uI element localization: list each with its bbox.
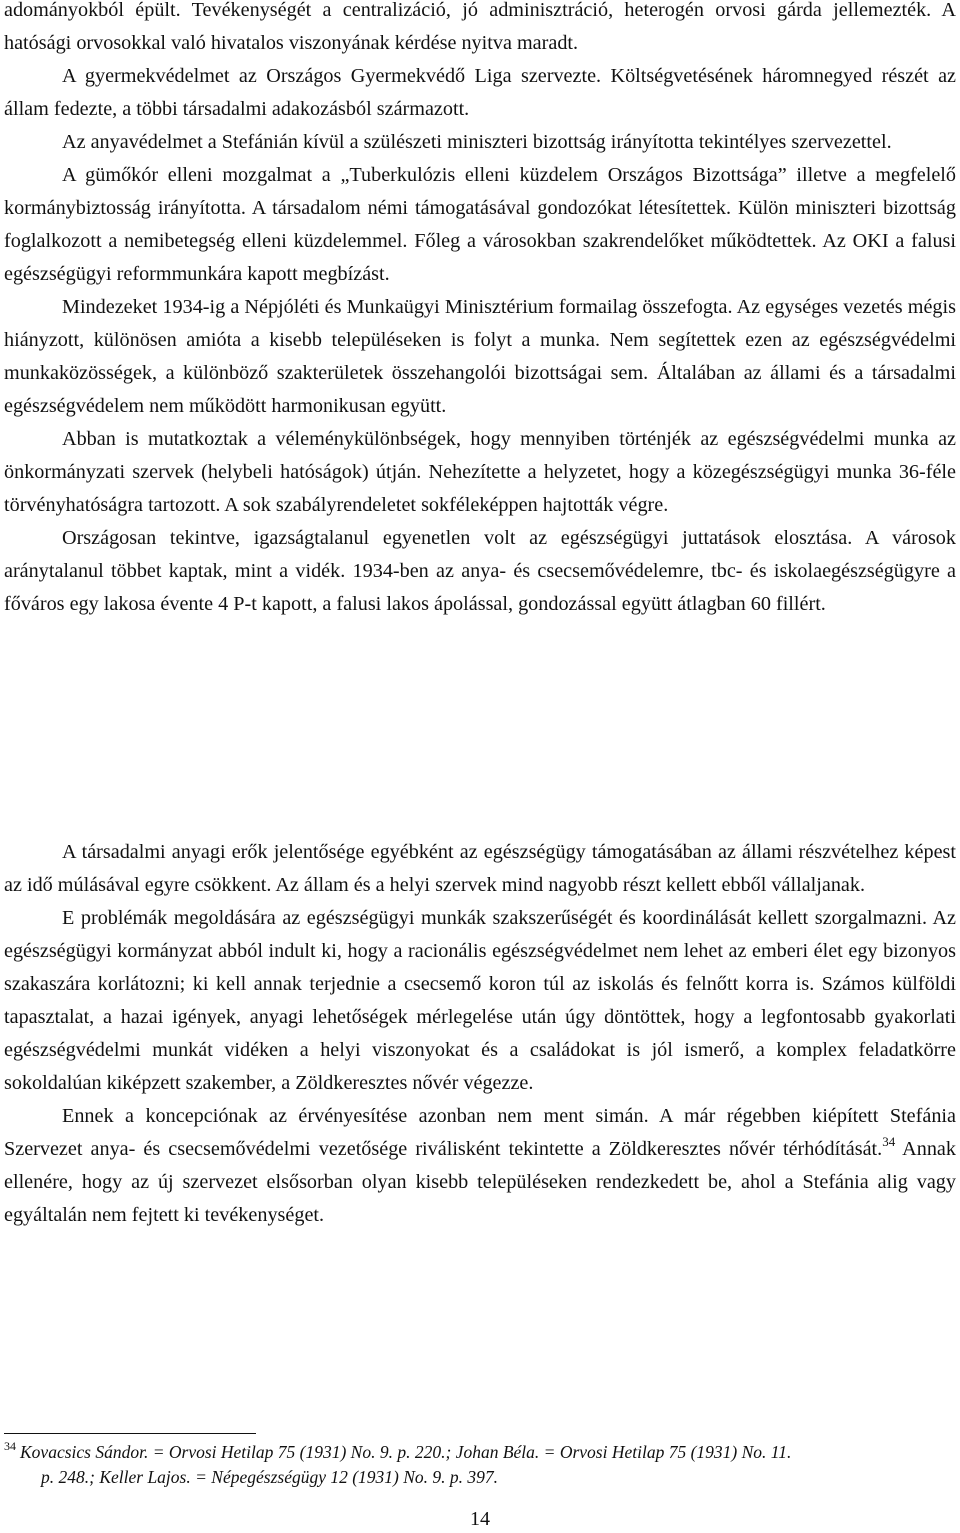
paragraph: Mindezeket 1934-ig a Népjóléti és Munkaügyi Minisztérium formailag összefogta. Az egységes vezetés mégis hiányzott, különösen amióta a kisebb településeken is folyt a munka. Nem segítettek ezen az egészségvédelmi munkaközösségek, a különböző szakterületek összehangolói bizottságai sem. Általában az állami és a társadalmi egészségvédelem nem működött harmonikusan együtt. [4, 296, 956, 417]
footnote-text: Kovacsics Sándor. = Orvosi Hetilap 75 (1931) No. 9. p. 220.; Johan Béla. = Orvosi Hetilap 75 (1931) No. 11. [20, 1442, 792, 1462]
paragraph: A társadalmi anyagi erők jelentősége egyébként az egészségügy támogatásában az állami részvételhez képest az idő múlásával egyre csökkent. Az állam és a helyi szervek mind nagyobb részt kellett ebből vállaljanak. [4, 841, 956, 896]
footnote [4, 1440, 956, 1490]
footnote-reference[interactable]: 34 [882, 1134, 896, 1149]
paragraph: A gyermekvédelmet az Országos Gyermekvédő Liga szervezte. Költségvetésének háromnegyed részét az állam fedezte, a többi társadalmi adakozásból származott. [4, 65, 956, 120]
footnote-divider [4, 1433, 256, 1434]
body-text-bottom [4, 836, 956, 1232]
footnote-line [4, 1440, 956, 1465]
paragraph-text: Annak ellenére, hogy az új szervezet elsősorban olyan kisebb településeken rendezkedett be, ahol a Stefánia alig vagy egyáltalán nem fejtett ki tevékenységet. [4, 1138, 956, 1226]
paragraph: E problémák megoldására az egészségügyi munkák szakszerűségét és koordinálását kellett szorgalmazni. Az egészségügyi kormányzat abból indult ki, hogy a racionális egészségvédelmet nem lehet az emberi élet egy bizonyos szakaszára korlátozni; ki kell annak terjednie a csecsemő koron túl az iskolás és felnőtt korra is. Számos külföldi tapasztalat, a hazai igények, anyagi lehetőségek mérlegelése után úgy döntöttek, hogy a legfontosabb gyakorlati egészségvédelmi munkát vidéken a helyi viszonyokat és a családokat is jól ismerő, a komplex feladatkörre sokoldalúan kiképzett szakember, a Zöldkeresztes nővér végezze. [4, 907, 956, 1094]
footnote-number: 34 [4, 1439, 16, 1453]
paragraph-with-footnote-ref [4, 1100, 956, 1232]
paragraph: adományokból épült. Tevékenységét a centralizáció, jó adminisztráció, heterogén orvosi gárda jellemezték. A hatósági orvosokkal való hivatalos viszonyának kérdése nyitva maradt. [4, 0, 956, 54]
body-text-top [4, 0, 956, 621]
page-number: 14 [470, 1508, 490, 1530]
paragraph: Az anyavédelmet a Stefánián kívül a szülészeti miniszteri bizottság irányította tekintélyes szervezettel. [62, 131, 892, 153]
paragraph: Abban is mutatkoztak a véleménykülönbségek, hogy mennyiben történjék az egészségvédelmi munka az önkormányzati szervek (helybeli hatóságok) útján. Nehezítette a helyzetet, hogy a közegészségügyi munka 36-féle törvényhatóságra tartozott. A sok szabályrendeletet sokféleképpen hajtották végre. [4, 428, 956, 516]
paragraph-text: Ennek a koncepciónak az érvényesítése azonban nem ment simán. A már régebben kiépített Stefánia Szervezet anya- és csecsemővédelmi vezetősége riválisként tekintette a Zöldkeresztes nővér térhódítását. [4, 1105, 956, 1160]
paragraph: Országosan tekintve, igazságtalanul egyenetlen volt az egészségügyi juttatások elosztása. A városok aránytalanul többet kaptak, mint a vidék. 1934-ben az anya- és csecsemővédelemre, tbc- és iskolaegészségügyre a főváros egy lakosa évente 4 P-t kapott, a falusi lakos ápolással, gondozással együtt átlagban 60 fillért. [4, 527, 956, 615]
footnote-line: p. 248.; Keller Lajos. = Népegészségügy 12 (1931) No. 9. p. 397. [41, 1467, 499, 1487]
paragraph: A gümőkór elleni mozgalmat a „Tuberkulózis elleni küzdelem Országos Bizottsága” illetve a megfelelő kormánybiztosság irányította. A társadalom némi támogatásával gondozókat létesítettek. Külön miniszteri bizottság foglalkozott a nemibetegség elleni küzdelemmel. Főleg a városokban szakrendelőket működtettek. Az OKI a falusi egészségügyi reformmunkára kapott megbízást. [4, 164, 956, 285]
